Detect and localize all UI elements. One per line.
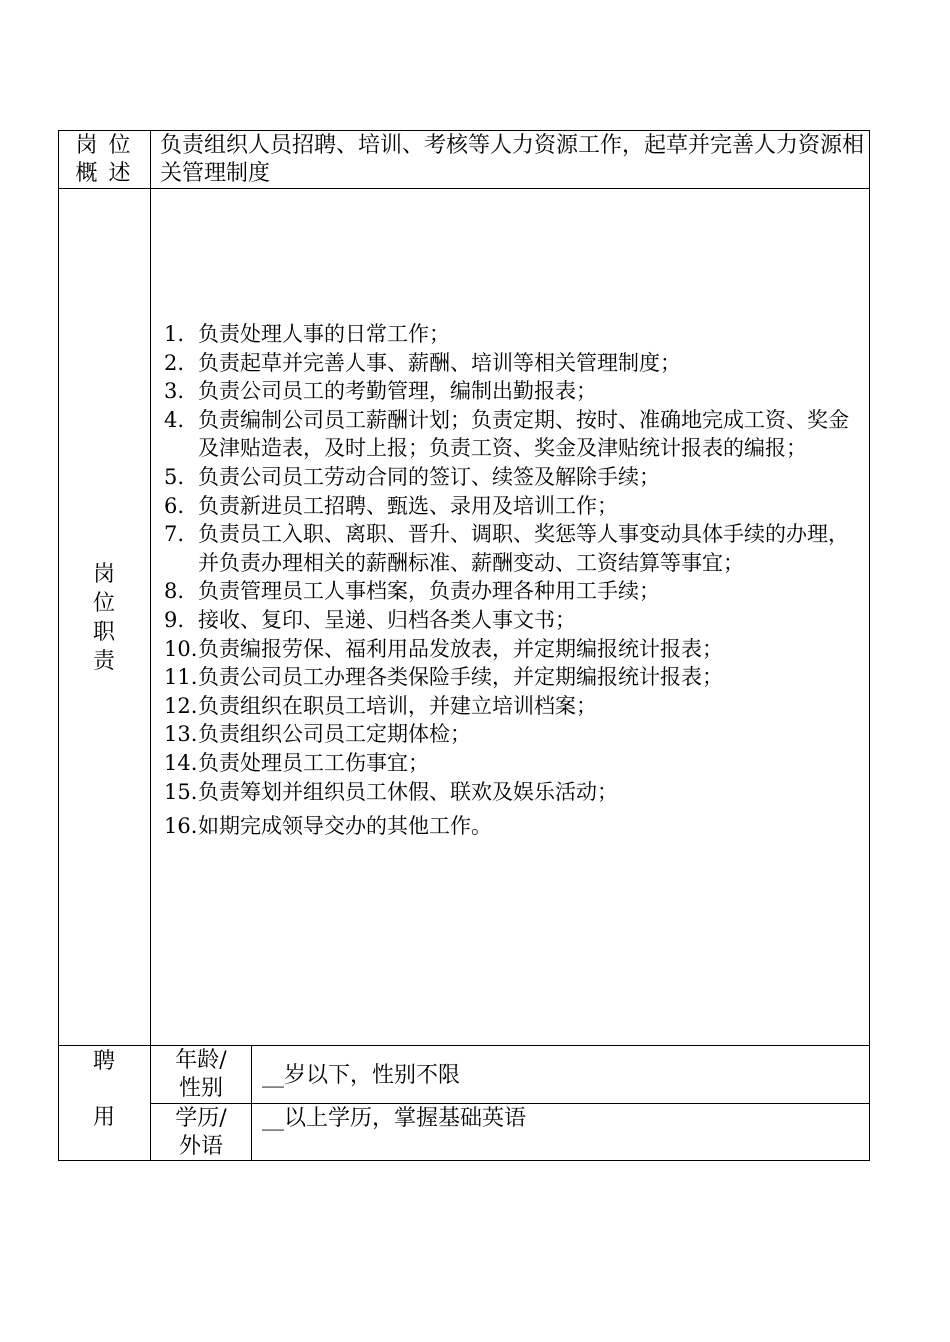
hire-value-text: 岁以下，性别不限 (284, 1063, 461, 1088)
duty-number: 15. (164, 779, 198, 804)
duty-item (164, 778, 864, 807)
row-divider-hire (150, 1103, 870, 1104)
duty-number: 14. (164, 750, 198, 775)
duty-text: 负责公司员工劳动合同的签订、续签及解除手续； (198, 464, 660, 489)
column-divider-label (150, 130, 151, 1161)
hire-key-line1: 年龄/ (175, 1048, 227, 1073)
hire-value-text: 以上学历，掌握基础英语 (284, 1106, 527, 1131)
duties-label-char-4: 责 (92, 649, 115, 674)
duty-item (164, 720, 864, 749)
duty-text: 负责编制公司员工薪酬计划；负责定期、按时、准确地完成工资、奖金及津贴造表，及时上报；负责工资、奖金及津贴统计报表的编报； (198, 407, 849, 461)
duty-item (164, 520, 864, 577)
duty-text: 负责员工入职、离职、晋升、调职、奖惩等人事变动具体手续的办理，并负责办理相关的薪酬标准、薪酬变动、工资结算等事宜； (198, 522, 849, 575)
duty-item (164, 749, 864, 778)
duty-number: 5. (164, 464, 185, 489)
duty-text: 负责组织在职员工培训，并建立培训档案； (198, 693, 597, 718)
hire-value-age-gender (262, 1062, 862, 1090)
duty-number: 11. (164, 665, 198, 690)
hire-key-line2: 外语 (178, 1134, 223, 1159)
duty-number: 2. (164, 350, 185, 375)
overview-text: 负责组织人员招聘、培训、考核等人力资源工作，起草并完善人力资源相关管理制度 (160, 133, 865, 186)
duty-number: 8. (164, 579, 185, 604)
hire-label-char-1: 聘 (92, 1049, 115, 1074)
hire-key-line1: 学历/ (175, 1106, 227, 1131)
overview-label-line2: 概 述 (75, 161, 133, 186)
duty-number: 9. (164, 607, 185, 632)
duty-number: 16. (164, 814, 198, 839)
duty-item (164, 635, 864, 664)
duty-text: 负责公司员工办理各类保险手续，并定期编报统计报表； (198, 665, 723, 690)
duty-text: 负责处理人事的日常工作； (198, 322, 450, 346)
table-border-right (869, 130, 870, 1161)
table-border-top (58, 130, 870, 131)
duty-number: 10. (164, 636, 198, 661)
duty-item (164, 812, 864, 841)
duties-label-char-3: 职 (92, 620, 115, 645)
hire-key-education-language (151, 1105, 251, 1161)
duty-text: 负责组织公司员工定期体检； (198, 722, 471, 747)
duties-label-char-2: 位 (92, 591, 115, 616)
hire-label-char-2: 用 (92, 1105, 115, 1130)
hire-key-age-gender (151, 1047, 251, 1103)
duty-text: 接收、复印、呈递、归档各类人事文书； (198, 607, 576, 632)
duty-item (164, 577, 864, 606)
duty-text: 负责筹划并组织员工休假、联欢及娱乐活动； (198, 779, 618, 804)
duty-text: 负责处理员工工伤事宜； (198, 750, 429, 775)
duty-text: 如期完成领导交办的其他工作。 (198, 814, 492, 839)
duties-list (164, 320, 864, 841)
duty-number: 4. (164, 407, 185, 432)
duty-text: 负责公司员工的考勤管理，编制出勤报表； (198, 379, 597, 404)
duty-text: 负责编报劳保、福利用品发放表，并定期编报统计报表； (198, 636, 723, 661)
overview-label-line1: 岗 位 (75, 133, 133, 158)
duties-label-char-1: 岗 (92, 562, 115, 587)
blank-field: __ (262, 1106, 284, 1131)
duty-text: 负责管理员工人事档案，负责办理各种用工手续； (198, 579, 660, 604)
duty-number: 3. (164, 379, 185, 404)
job-description-table (58, 130, 870, 1161)
duty-number: 12. (164, 693, 198, 718)
row-divider-duties (58, 1045, 870, 1046)
blank-field: __ (262, 1063, 284, 1088)
duty-item (164, 406, 864, 463)
hire-key-line2: 性别 (178, 1076, 223, 1101)
duty-item (164, 492, 864, 521)
duty-item (164, 692, 864, 721)
duty-item (164, 320, 864, 349)
duty-item (164, 463, 864, 492)
duty-text: 负责新进员工招聘、甄选、录用及培训工作； (198, 493, 618, 518)
duty-item (164, 349, 864, 378)
duty-number: 1. (164, 322, 185, 346)
duty-number: 7. (164, 522, 185, 547)
row-divider-overview (58, 188, 870, 189)
hire-value-education-language (262, 1105, 862, 1133)
overview-label (58, 132, 150, 188)
column-divider-hire (251, 1045, 252, 1161)
duty-number: 13. (164, 722, 198, 747)
duty-number: 6. (164, 493, 185, 518)
duty-item (164, 663, 864, 692)
table-border-left (58, 130, 59, 1161)
duty-item (164, 377, 864, 406)
duty-text: 负责起草并完善人事、薪酬、培训等相关管理制度； (198, 350, 681, 375)
duty-item (164, 606, 864, 635)
